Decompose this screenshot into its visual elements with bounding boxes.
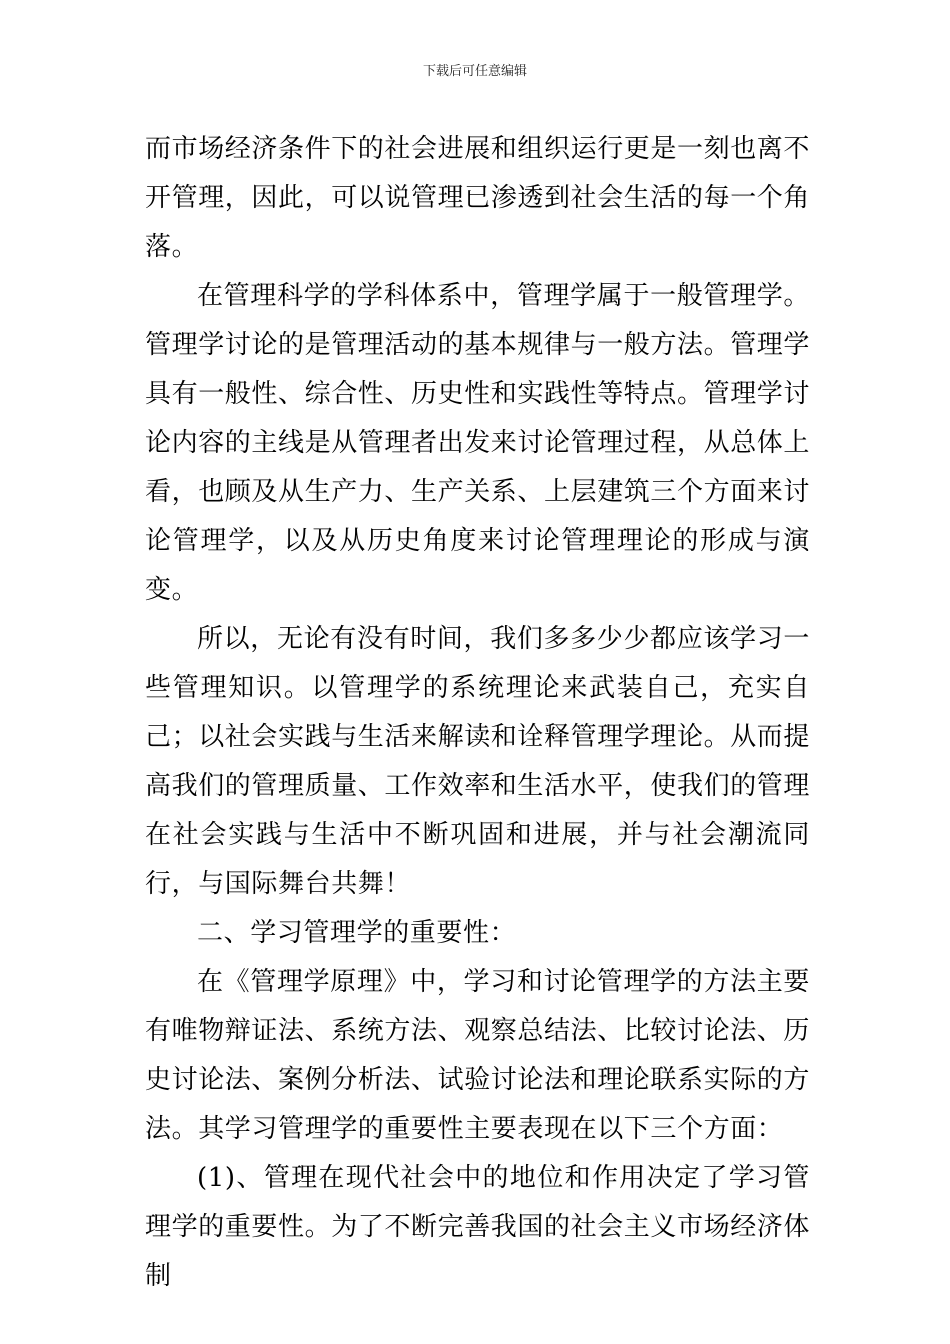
paragraph-methods: 在《管理学原理》中，学习和讨论管理学的方法主要有唯物辩证法、系统方法、观察总结法、比较讨论法、历史讨论法、案例分析法、试验讨论法和理论联系实际的方法。其学习管理学的重要性主要表现在以下三个方面： <box>145 967 811 1144</box>
paragraph-discipline-system: 在管理科学的学科体系中，管理学属于一般管理学。管理学讨论的是管理活动的基本规律与一般方法。管理学具有一般性、综合性、历史性和实践性等特点。管理学讨论内容的主线是从管理者出发来讨论管理过程，从总体上看，也顾及从生产力、生产关系、上层建筑三个方面来讨论管理学，以及从历史角度来讨论管理理论的形成与演变。 <box>145 281 811 605</box>
page-header: 下载后可任意编辑 <box>422 64 527 79</box>
paragraph-point-one: (1)、管理在现代社会中的地位和作用决定了学习管理学的重要性。为了不断完善我国的社会主义市场经济体制 <box>145 1163 811 1291</box>
document-body <box>145 125 810 1301</box>
paragraph-continuation: 而市场经济条件下的社会进展和组织运行更是一刻也离不开管理，因此，可以说管理已渗透到社会生活的每一个角落。 <box>145 134 811 262</box>
section-heading: 二、学习管理学的重要性： <box>197 918 517 948</box>
paragraph-learning-advice: 所以，无论有没有时间，我们多多少少都应该学习一些管理知识。以管理学的系统理论来武装自己，充实自己；以社会实践与生活来解读和诠释管理学理论。从而提高我们的管理质量、工作效率和生活水平，使我们的管理在社会实践与生活中不断巩固和进展，并与社会潮流同行，与国际舞台共舞！ <box>145 624 811 899</box>
